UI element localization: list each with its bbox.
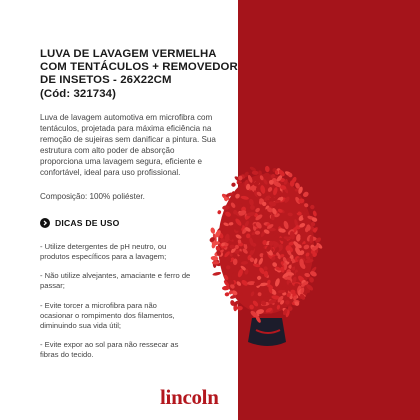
tip-item — [40, 301, 245, 332]
product-title-line: COM TENTÁCULOS + REMOVEDOR — [40, 61, 238, 74]
description-line: proporciona uma lavagem segura, eficiente e — [40, 156, 202, 166]
tips-list — [40, 242, 245, 361]
tip-line: ocasionar o rompimento dos filamentos, — [40, 310, 175, 320]
chevron-right-circle-icon — [40, 218, 50, 228]
glove-tentacle — [309, 204, 315, 210]
tip-line: - Não utilize alvejantes, amaciante e ferro de — [40, 271, 191, 281]
tip-line: - Evite expor ao sol para não ressecar as — [40, 340, 179, 350]
tip-line: passar; — [40, 281, 65, 291]
description-line: remoção de sujeiras sem danificar a pintura. Sua — [40, 134, 216, 144]
product-composition: Composição: 100% poliéster. — [40, 191, 145, 201]
tip-item — [40, 340, 245, 360]
tip-line: fibras do tecido. — [40, 350, 94, 360]
product-info — [40, 48, 245, 370]
glove-tentacle — [302, 191, 310, 198]
tip-line: - Evite torcer a microfibra para não — [40, 300, 157, 310]
product-title-line: DE INSETOS - 26X22CM — [40, 74, 172, 87]
glove-tentacle — [264, 166, 270, 173]
glove-tentacle — [255, 231, 260, 235]
tip-line: produtos específicos para a lavagem; — [40, 252, 167, 262]
tip-line: - Utilize detergentes de pH neutro, ou — [40, 241, 167, 251]
glove-tentacle — [278, 191, 282, 198]
glove-tentacle — [312, 210, 317, 217]
product-title — [40, 48, 245, 101]
description-line: confortável, ideal para uso profissional. — [40, 167, 181, 177]
glove-tentacle — [275, 170, 278, 174]
tip-item — [40, 242, 245, 262]
tips-header — [40, 216, 245, 230]
product-title-line: LUVA DE LAVAGEM VERMELHA — [40, 48, 217, 60]
tip-item — [40, 271, 245, 291]
tips-title: DICAS DE USO — [55, 217, 120, 228]
description-line: Luva de lavagem automotiva em microfibra com — [40, 112, 213, 122]
glove-tentacle — [252, 170, 259, 175]
tip-line: diminuindo sua vida útil; — [40, 321, 122, 331]
brand-logo: lincoln — [160, 385, 219, 409]
description-line: estrutura com alto poder de absorção — [40, 145, 175, 155]
description-line: tentáculos, projetada para máxima eficiência na — [40, 123, 212, 133]
product-code: (Cód: 321734) — [40, 87, 116, 100]
product-description — [40, 112, 245, 178]
